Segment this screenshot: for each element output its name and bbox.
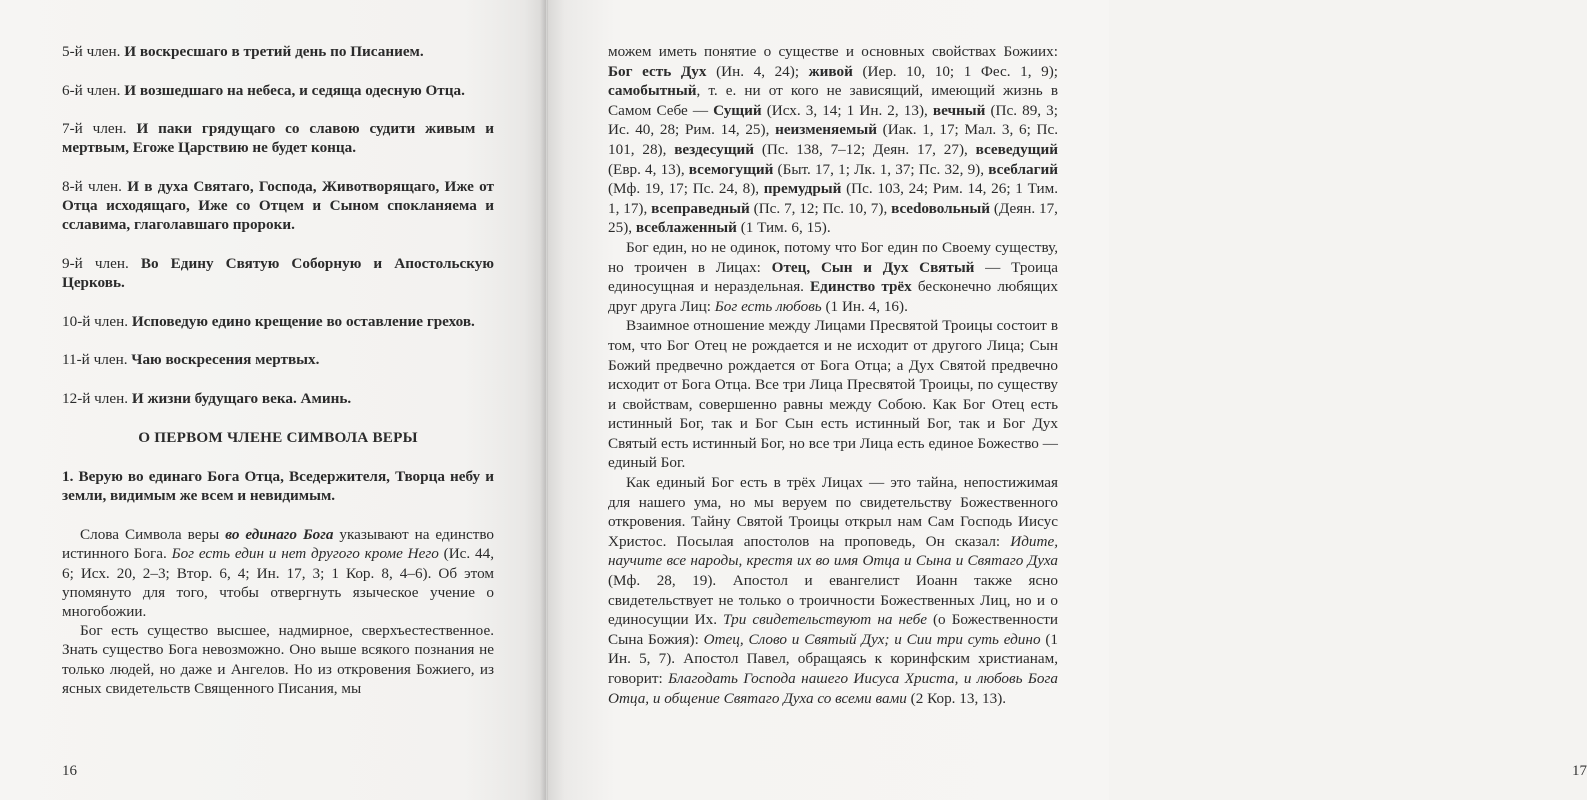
right-paragraph-2 (608, 238, 1058, 316)
creed-article-number: 8-й член. (62, 177, 122, 195)
creed-article (62, 42, 494, 61)
text-run: (1 Тим. 6, 15). (736, 219, 831, 237)
bold-run: живой (808, 62, 853, 80)
italic-run: Отец, Слово и Святый Дух; и Сии три суть едино (703, 630, 1041, 648)
creed-article (62, 350, 494, 369)
creed-article (62, 389, 494, 408)
creed-article-text: И возшедшаго на небеса, и седяща одесную Отца. (124, 81, 465, 99)
text-run: (1 Ин. 5, 7). Апостол Павел, обращаясь к коринфским христианам, говорит: (608, 630, 1058, 687)
creed-article-number: 7-й член. (62, 120, 127, 138)
text-run: (Иак. 1, 17; Мал. 3, 6; Пс. 101, 28), (608, 121, 1058, 158)
text-run: указывают на единство истинного Бога. (62, 526, 494, 563)
bold-run: всеблаженный (635, 219, 737, 237)
italic-run: Идите, научите все народы, крестя их во имя Отца и Сына и Святаго Духа (608, 532, 1058, 570)
text-run: (Евр. 4, 13), (608, 160, 689, 178)
bold-run: неизменяемый (775, 121, 877, 139)
bold-run: всемогущий (688, 160, 774, 178)
text-run: можем иметь понятие о существе и основных свойствах Божиих: (608, 43, 1058, 60)
bold-run: вечный (932, 101, 986, 119)
text-run: (Пс. 138, 7–12; Деян. 17, 27), (754, 140, 976, 158)
text-run: (Быт. 17, 1; Лк. 1, 37; Пс. 32, 9), (773, 160, 989, 178)
right-paragraph-3: Взаимное отношение между Лицами Пресвятой Троицы состоит в том, что Бог Отец не рождается и не исходит от другого Лица; Сын Божий предвечно рождается от Бога Отца; а Дух Святой предвечно исходит от Бога Отца. Все три Лица Пресвятой Троицы, по существу и свойствам, совершенно равны между Собою. Как Бог Отец есть истинный Бог, так и Бог Сын есть истинный Бог, так и Бог Дух Святый есть истинный Бог, но все три Лица есть единое Божество — единый Бог. (608, 317, 1058, 472)
creed-article-text: И паки грядущаго со славою судити живым и мертвым, Егоже Царствию не будет конца. (62, 120, 495, 157)
text-run: (1 Ин. 4, 16). (821, 297, 908, 315)
bold-run: всedовольный (891, 199, 991, 217)
text-run: , т. е. ни от кого не зависящий, имеющий жизнь в Самом Себе — (608, 82, 1058, 119)
text-run: бесконечно любящих друг друга Лиц: (608, 278, 1058, 315)
text-run: Как единый Бог есть в трёх Лицах — это тайна, непостижимая для нашего ума, но мы веруем по свидетельству Божественного откровения. Тайну Святой Троицы открыл нам Сам Господь Иисус Христос. Посылая апостолов на проповедь, Он сказал: (608, 474, 1058, 550)
page-number-left: 16 (62, 763, 77, 779)
bold-run: вездесущий (674, 140, 755, 158)
creed-article-text: Во Едину Святую Соборную и Апостольскую Церковь. (62, 254, 494, 292)
quote-run: Бог есть един и нет другого кроме Него (171, 545, 439, 563)
creed-article-text: И в духа Святаго, Господа, Животворящаго, Иже от Отца исходящаго, Иже со Отцем и Сыном спокланяема и сславима, глаголавшаго пророки. (62, 177, 494, 234)
text-run: Слова Символа веры (80, 526, 226, 544)
italic-run: Три свидетельствуют на небе (723, 611, 927, 629)
bold-run: всеблагий (988, 160, 1058, 178)
bold-run: Единство трёх (810, 278, 912, 296)
creed-article (62, 81, 494, 100)
left-paragraph-1 (62, 525, 494, 621)
right-paragraph-1 (608, 42, 1058, 238)
creed-article (62, 312, 494, 331)
text-run: (Ин. 4, 24); (706, 62, 809, 80)
left-column (62, 42, 494, 698)
creed-article (62, 119, 494, 157)
text-run: (Пс. 89, 3; Ис. 40, 28; Рим. 14, 25), (608, 101, 1058, 139)
text-run: (Исх. 3, 14; 1 Ин. 2, 13), (761, 101, 933, 119)
section-subheading: 1. Верую во единаго Бога Отца, Вседержителя, Творца небу и земли, видимым же всем и невидимым. (62, 467, 494, 504)
creed-article-number: 5-й член. (62, 43, 121, 60)
text-run: (Деян. 17, 25), (608, 199, 1058, 237)
italic-run: Благодать Господа нашего Иисуса Христа, и любовь Бога Отца, и общение Святаго Духа со всеми вами (608, 670, 1058, 707)
right-column (608, 42, 1058, 708)
creed-articles (62, 42, 494, 408)
creed-article-number: 10-й член. (62, 312, 129, 330)
text-run: (о Божественности Сына Божия): (608, 611, 1058, 648)
creed-article (62, 177, 494, 235)
text-run: (Мф. 19, 17; Пс. 24, 8), (608, 180, 764, 198)
text-run: (Пс. 103, 24; Рим. 14, 26; 1 Тим. 1, 17), (608, 180, 1058, 217)
bold-run: самобытный (608, 82, 697, 100)
text-run: — Троица единосущная и нераздельная. (608, 258, 1059, 296)
creed-article-text: Чаю воскресения мертвых. (131, 351, 320, 369)
bold-run: Отец, Сын и Дух Святый (771, 258, 975, 276)
text-run: Бог един, но не одинок, потому что Бог един по Своему существу, но троичен в Лицах: (608, 238, 1058, 276)
text-run: (2 Кор. 13, 13). (906, 689, 1007, 707)
page-number-right: 17 (1572, 763, 1587, 779)
creed-article-number: 6-й член. (62, 81, 121, 99)
creed-article-text: И воскресшаго в третий день по Писанием. (124, 43, 424, 60)
creed-article-number: 11-й член. (62, 351, 128, 369)
bold-run: премудрый (763, 180, 842, 198)
bold-run: всеведущий (975, 140, 1058, 158)
creed-article-text: Исповедую едино крещение во оставление грехов. (131, 312, 475, 330)
text-run: (Пс. 7, 12; Пс. 10, 7), (749, 199, 892, 217)
creed-article (62, 254, 494, 292)
text-run: (Иер. 10, 10; 1 Фес. 1, 9); (852, 62, 1058, 80)
text-run: (Мф. 28, 19). Апостол и евангелист Иоанн также ясно свидетельствует не только о троичности Божественных Лиц, но и о единосущии Их. (608, 572, 1058, 629)
left-page (0, 0, 546, 800)
creed-article-number: 9-й член. (62, 254, 129, 272)
section-heading: О ПЕРВОМ ЧЛЕНЕ СИМВОЛА ВЕРЫ (138, 428, 418, 446)
bold-run: всеправедный (651, 199, 750, 217)
text-run: (Ис. 44, 6; Исх. 20, 2–3; Втор. 6, 4; Ин. 17, 3; 1 Кор. 8, 4–6). Об этом упомянуто для того, чтобы отвергнуть языческое учение о многобожии. (62, 545, 494, 620)
bold-run: Сущий (713, 101, 762, 119)
creed-article-text: И жизни будущаго века. Аминь. (131, 389, 352, 407)
right-paragraph-4 (608, 473, 1058, 708)
creed-article-number: 12-й член. (62, 389, 129, 407)
left-paragraph-2: Бог есть существо высшее, надмирное, сверхъестественное. Знать существо Бога невозможно. Оно выше всякого познания не только людей, но даже и Ангелов. Но из откровения Божиего, из ясных свидетельств Священного Писания, мы (62, 622, 494, 697)
bold-run: Бог есть Дух (608, 62, 707, 80)
italic-run: Бог есть любовь (714, 297, 822, 315)
emphasis-run: во единаго Бога (225, 526, 334, 544)
